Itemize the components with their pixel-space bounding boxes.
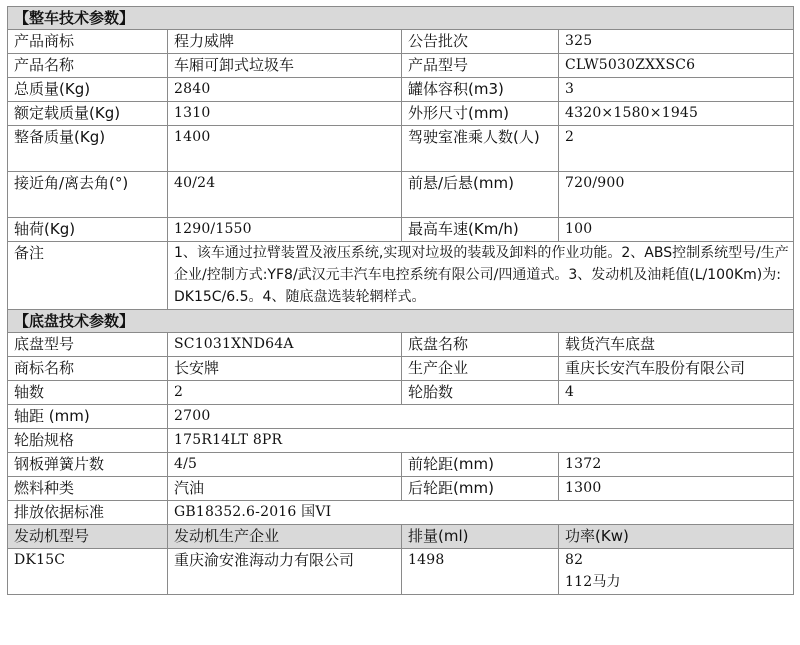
fuel-value: 汽油 [168,477,402,501]
table-row [8,126,794,172]
tire-spec-value: 175R14LT 8PR [168,429,794,453]
angles-label: 接近角/离去角(°) [8,172,168,218]
batch-value: 325 [559,30,794,54]
front-track-label: 前轮距(mm) [402,453,559,477]
tank-volume-label: 罐体容积(m3) [402,78,559,102]
table-row [8,172,794,218]
table-row [8,242,794,310]
dimensions-label: 外形尺寸(mm) [402,102,559,126]
spec-sheet-table [7,6,794,595]
cab-passengers-value: 2 [559,126,794,172]
axle-load-label: 轴荷(Kg) [8,218,168,242]
product-model-value: CLW5030ZXXSC6 [559,54,794,78]
vehicle-section-header [8,7,794,30]
leaf-springs-label: 钢板弹簧片数 [8,453,168,477]
product-name-label: 产品名称 [8,54,168,78]
table-row [8,102,794,126]
total-mass-value: 2840 [168,78,402,102]
rear-track-value: 1300 [559,477,794,501]
front-track-value: 1372 [559,453,794,477]
emission-value: GB18352.6-2016 国VI [168,501,794,525]
engine-maker-header: 发动机生产企业 [168,525,402,549]
axles-label: 轴数 [8,381,168,405]
chassis-maker-value: 重庆长安汽车股份有限公司 [559,357,794,381]
axle-load-value: 1290/1550 [168,218,402,242]
engine-power-header: 功率(Kw) [559,525,794,549]
tires-value: 4 [559,381,794,405]
tire-spec-label: 轮胎规格 [8,429,168,453]
chassis-name-label: 底盘名称 [402,333,559,357]
rated-load-value: 1310 [168,102,402,126]
table-row [8,477,794,501]
wheelbase-value: 2700 [168,405,794,429]
chassis-brand-label: 商标名称 [8,357,168,381]
engine-model-header: 发动机型号 [8,525,168,549]
rated-load-label: 额定载质量(Kg) [8,102,168,126]
engine-power-value: 82 [565,552,584,568]
angles-value: 40/24 [168,172,402,218]
curb-mass-value: 1400 [168,126,402,172]
tank-volume-value: 3 [559,78,794,102]
chassis-model-label: 底盘型号 [8,333,168,357]
engine-horsepower-value: 112马力 [565,574,621,590]
wheelbase-label: 轴距 (mm) [8,405,168,429]
chassis-maker-label: 生产企业 [402,357,559,381]
batch-label: 公告批次 [402,30,559,54]
table-row [8,549,794,595]
fuel-label: 燃料种类 [8,477,168,501]
max-speed-value: 100 [559,218,794,242]
axles-value: 2 [168,381,402,405]
engine-header-row [8,525,794,549]
table-row [8,405,794,429]
total-mass-label: 总质量(Kg) [8,78,168,102]
table-row [8,429,794,453]
notes-value: 1、该车通过拉臂装置及液压系统,实现对垃圾的装载及卸料的作业功能。2、ABS控制系统型号/生产企业/控制方式:YF8/武汉元丰汽车电控系统有限公司/四通道式。3、发动机及油耗值(L/100Km)为:DK15C/6.5。4、随底盘选装轮辋样式。 [168,242,794,310]
engine-model-value: DK15C [8,549,168,595]
brand-label: 产品商标 [8,30,168,54]
vehicle-section-title: 【整车技术参数】 [8,7,794,30]
engine-displacement-value: 1498 [402,549,559,595]
chassis-name-value: 载货汽车底盘 [559,333,794,357]
leaf-springs-value: 4/5 [168,453,402,477]
tires-label: 轮胎数 [402,381,559,405]
engine-power-cell [559,549,794,595]
overhang-label: 前悬/后悬(mm) [402,172,559,218]
table-row [8,453,794,477]
max-speed-label: 最高车速(Km/h) [402,218,559,242]
table-row [8,501,794,525]
dimensions-value: 4320×1580×1945 [559,102,794,126]
curb-mass-label: 整备质量(Kg) [8,126,168,172]
rear-track-label: 后轮距(mm) [402,477,559,501]
product-model-label: 产品型号 [402,54,559,78]
brand-value: 程力威牌 [168,30,402,54]
table-row [8,218,794,242]
chassis-model-value: SC1031XND64A [168,333,402,357]
engine-maker-value: 重庆渝安淮海动力有限公司 [168,549,402,595]
emission-label: 排放依据标准 [8,501,168,525]
product-name-value: 车厢可卸式垃圾车 [168,54,402,78]
chassis-section-header [8,310,794,333]
notes-label: 备注 [8,242,168,310]
table-row [8,78,794,102]
chassis-brand-value: 长安牌 [168,357,402,381]
cab-passengers-label: 驾驶室准乘人数(人) [402,126,559,172]
overhang-value: 720/900 [559,172,794,218]
chassis-section-title: 【底盘技术参数】 [8,310,794,333]
table-row [8,54,794,78]
table-row [8,357,794,381]
table-row [8,30,794,54]
table-row [8,333,794,357]
engine-displacement-header: 排量(ml) [402,525,559,549]
table-row [8,381,794,405]
